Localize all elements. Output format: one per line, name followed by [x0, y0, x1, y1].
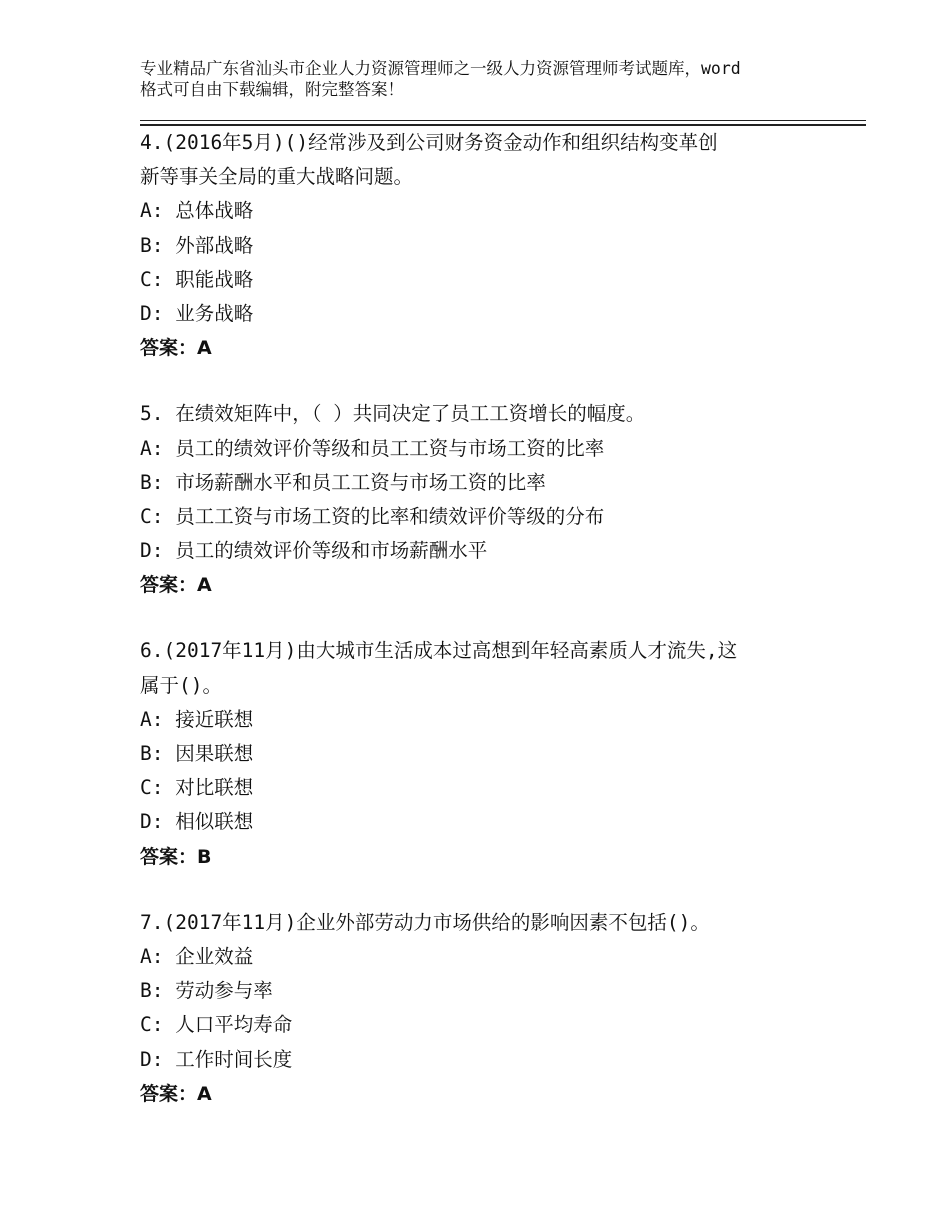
option-letter: B:	[140, 470, 164, 494]
option-b	[140, 974, 840, 1008]
option-b	[140, 229, 840, 263]
option-letter: A:	[140, 707, 164, 731]
header-divider-thin	[140, 120, 866, 121]
answer-value: A	[197, 574, 212, 597]
option-text: 员工工资与市场工资的比率和绩效评价等级的分布	[175, 504, 605, 528]
answer-line	[140, 840, 840, 874]
option-letter: D:	[140, 810, 164, 834]
option-text: 接近联想	[175, 707, 254, 731]
option-letter: B:	[140, 233, 164, 257]
option-letter: C:	[140, 504, 164, 528]
option-a	[140, 940, 840, 974]
option-text: 工作时间长度	[175, 1047, 293, 1071]
option-letter: D:	[140, 539, 164, 563]
document-header	[140, 58, 840, 100]
answer-line	[140, 1077, 840, 1111]
option-c	[140, 771, 840, 805]
option-text: 相似联想	[175, 810, 254, 834]
question-stem-line: 5. 在绩效矩阵中，（ ）共同决定了员工工资增长的幅度。	[140, 402, 646, 426]
option-b	[140, 466, 840, 500]
option-letter: D:	[140, 301, 164, 325]
option-letter: A:	[140, 199, 164, 223]
header-line-1: 专业精品广东省汕头市企业人力资源管理师之一级人力资源管理师考试题库，word	[140, 59, 741, 78]
option-text: 外部战略	[175, 233, 254, 257]
option-d	[140, 805, 840, 839]
answer-line	[140, 568, 840, 602]
option-c	[140, 263, 840, 297]
option-letter: B:	[140, 979, 164, 1003]
option-text: 企业效益	[175, 944, 254, 968]
header-line-2: 格式可自由下载编辑，附完整答案！	[140, 80, 404, 99]
answer-label: 答案：	[140, 845, 198, 868]
option-letter: C:	[140, 776, 164, 800]
option-b	[140, 737, 840, 771]
option-letter: D:	[140, 1047, 164, 1071]
option-letter: C:	[140, 1013, 164, 1037]
answer-value: A	[197, 337, 212, 360]
option-d	[140, 534, 840, 568]
question-stem-line: 新等事关全局的重大战略问题。	[140, 165, 414, 189]
question-list	[140, 126, 840, 1143]
option-letter: C:	[140, 267, 164, 291]
option-text: 员工的绩效评价等级和员工工资与市场工资的比率	[175, 436, 605, 460]
option-c	[140, 500, 840, 534]
question-stem-line: 7.(2017年11月)企业外部劳动力市场供给的影响因素不包括()。	[140, 910, 710, 934]
option-text: 市场薪酬水平和员工工资与市场工资的比率	[175, 470, 546, 494]
option-d	[140, 297, 840, 331]
answer-label: 答案：	[140, 574, 198, 597]
question-4	[140, 126, 840, 365]
answer-value: A	[197, 1082, 212, 1105]
option-text: 职能战略	[175, 267, 254, 291]
option-text: 因果联想	[175, 742, 254, 765]
option-text: 人口平均寿命	[175, 1013, 293, 1037]
question-stem-line: 4.(2016年5月)()经常涉及到公司财务资金动作和组织结构变革创	[140, 131, 718, 154]
option-text: 对比联想	[175, 776, 254, 800]
answer-label: 答案：	[140, 337, 198, 360]
option-d	[140, 1043, 840, 1077]
option-letter: A:	[140, 436, 164, 460]
option-c	[140, 1008, 840, 1042]
option-text: 员工的绩效评价等级和市场薪酬水平	[175, 539, 488, 563]
question-stem-line: 属于()。	[140, 673, 222, 697]
option-a	[140, 194, 840, 228]
option-letter: A:	[140, 944, 164, 968]
option-text: 劳动参与率	[175, 979, 273, 1003]
question-5	[140, 397, 840, 602]
question-stem-line: 6.(2017年11月)由大城市生活成本过高想到年轻高素质人才流失,这	[140, 639, 738, 663]
question-7	[140, 906, 840, 1111]
question-6	[140, 634, 840, 873]
option-letter: B:	[140, 742, 164, 765]
option-a	[140, 703, 840, 737]
answer-value: B	[197, 845, 212, 868]
answer-label: 答案：	[140, 1082, 198, 1105]
option-a	[140, 432, 840, 466]
answer-line	[140, 331, 840, 365]
option-text: 总体战略	[175, 199, 254, 223]
option-text: 业务战略	[175, 301, 254, 325]
